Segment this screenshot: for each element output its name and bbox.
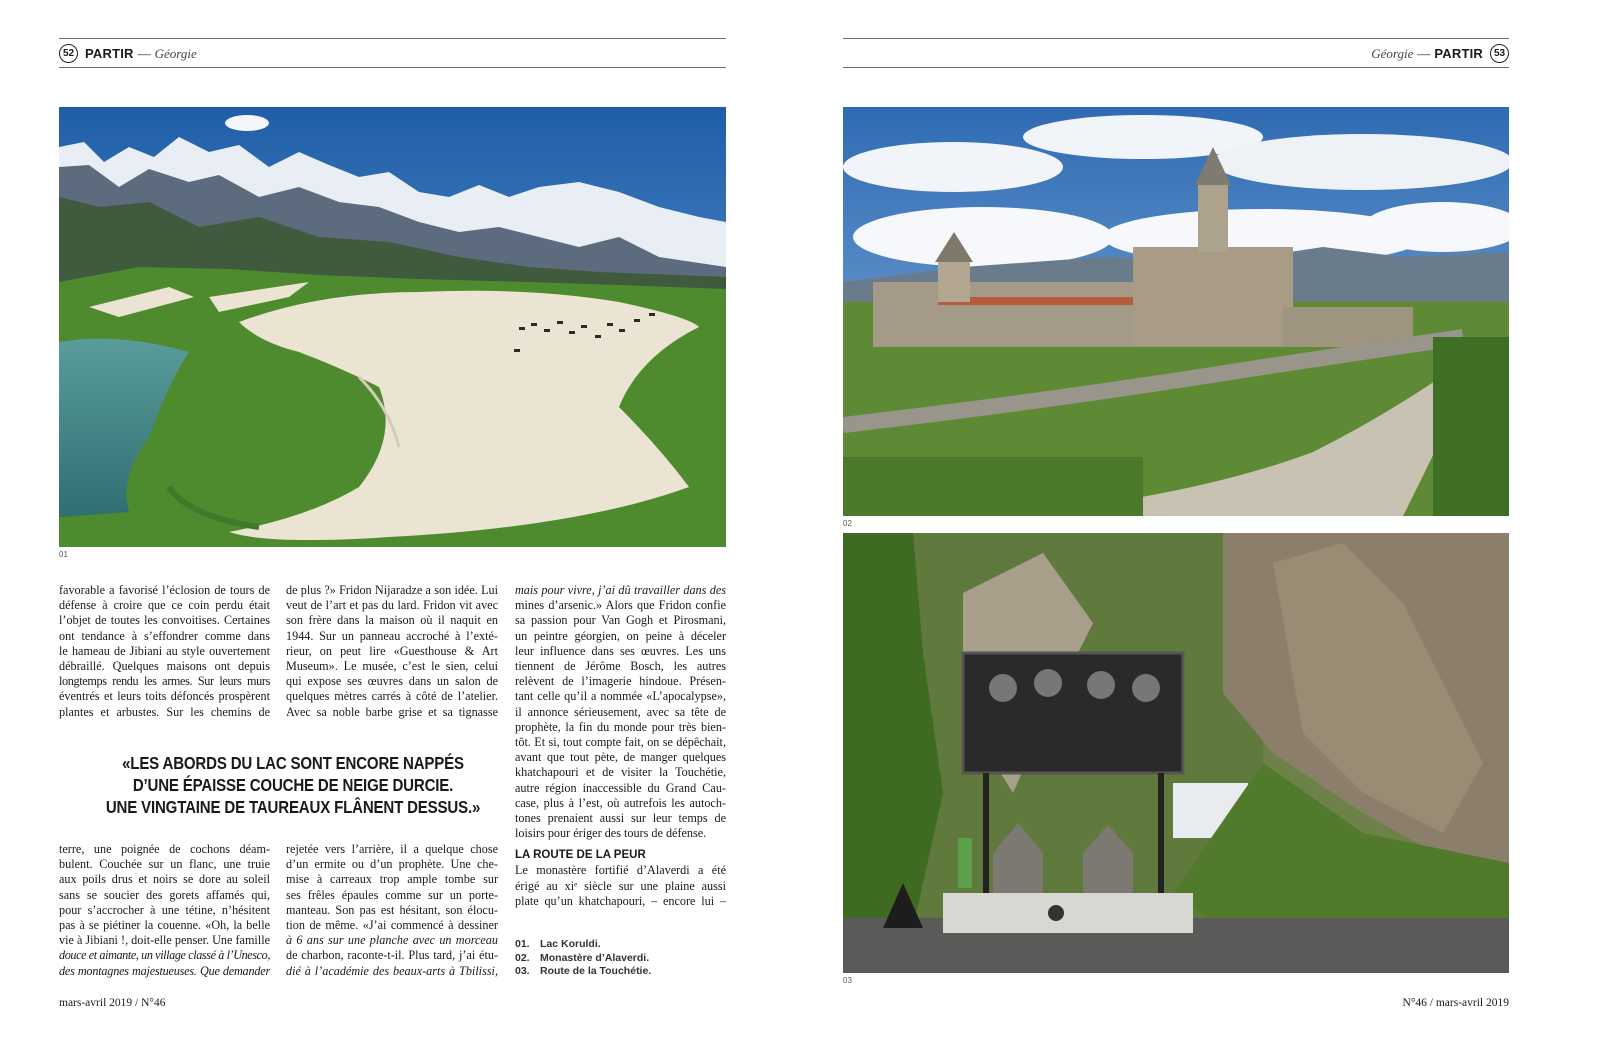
header-separator-right: — bbox=[1417, 45, 1431, 61]
legend-label: Lac Koruldi. bbox=[540, 938, 601, 950]
pull-quote-line: «LES ABORDS DU LAC SONT ENCORE NAPPÉS bbox=[122, 753, 464, 773]
text-line: aux poils drus et noirs se dore au soleil bbox=[59, 872, 270, 887]
country-label-left: Géorgie bbox=[154, 45, 197, 61]
footer-left: mars-avril 2019 / N°46 bbox=[59, 997, 166, 1009]
legend-item bbox=[515, 965, 651, 979]
text-line: rejetée vers l’arrière, il a quelque chose bbox=[286, 842, 498, 856]
pull-quote-line: UNE VINGTAINE DE TAUREAUX FLÂNENT DESSUS.» bbox=[105, 797, 481, 817]
text-line: tones prenaient aussi sur leur temps de bbox=[515, 811, 726, 826]
text-line: veut de l’art et pas du lard. Fridon vit avec bbox=[286, 598, 498, 613]
column-2-top bbox=[286, 583, 498, 720]
subhead-route-de-la-peur: LA ROUTE DE LA PEUR bbox=[515, 849, 646, 862]
text-line: plantes et arbustes. Sur les chemins de bbox=[59, 704, 270, 719]
header-rule-right-top bbox=[843, 38, 1509, 39]
text-line: khatchapouri et de visiter la Touchétie, bbox=[515, 765, 726, 780]
text-line: Museum». Le musée, c’est le sien, celui bbox=[286, 659, 498, 674]
pull-quote bbox=[93, 752, 494, 818]
text-line: bulent. Couchée sur un flanc, une truie bbox=[59, 857, 270, 872]
text-line: le hameau de Jibiani au style ouvertement bbox=[59, 643, 270, 658]
text-line: de charbon, raconte-t-il. Plus tard, j’ai étu- bbox=[286, 948, 498, 963]
text-line: des montagnes majestueuses. Que demander bbox=[59, 963, 270, 978]
text-line: ont tendance à s’effondrer comme dans bbox=[59, 628, 270, 643]
text-line: l’objet de toutes les convoitises. Certaines bbox=[59, 613, 270, 628]
header-rule-left-bottom bbox=[59, 67, 726, 68]
page-number-left: 52 bbox=[59, 44, 78, 63]
text-line: Le monastère fortifié d’Alaverdi a été bbox=[515, 863, 726, 878]
column-2-bottom bbox=[286, 842, 498, 979]
text-line: mais pour vivre, j’ai dû travailler dans des bbox=[515, 583, 726, 597]
legend-number: 02. bbox=[515, 951, 530, 964]
text-line: loisirs pour ériger des tours de défense. bbox=[515, 826, 707, 841]
text-line: sa passion pour Van Gogh et Pirosmani, bbox=[515, 613, 726, 628]
text-line: un peintre géorgien, on peine à déceler bbox=[515, 628, 726, 643]
text-line: de plus ?» Fridon Nijaradze a son idée. Lui bbox=[286, 583, 498, 597]
text-line: d’un ermite ou d’un prophète. Une che- bbox=[286, 857, 498, 872]
photo-lake-koruldi bbox=[59, 107, 726, 547]
text-line: longtemps rendu les armes. Sur leurs murs bbox=[59, 674, 270, 689]
text-line: il annonce sérieusement, avec sa tête de bbox=[515, 704, 726, 719]
text-line: manteau. Son pas est hésitant, son élocu- bbox=[286, 902, 498, 917]
column-1-bottom bbox=[59, 842, 270, 979]
text-line: 1944. Sur un panneau accroché à l’exté- bbox=[286, 628, 498, 643]
text-line: autre région inaccessible du Grand Cau- bbox=[515, 780, 726, 795]
legend-label: Route de la Touchétie. bbox=[540, 965, 652, 977]
text-line: pas à se piétiner la couenne. «Oh, la belle bbox=[59, 918, 270, 933]
text-line: à 6 ans sur une planche avec un morceau bbox=[286, 933, 498, 948]
text-line: quelques mètres carrés à côté de l’atelier. bbox=[286, 689, 498, 704]
text-line: prophète, la fin du monde pour très bien- bbox=[515, 719, 726, 734]
text-line: débraillé. Quelques maisons ont depuis bbox=[59, 659, 270, 674]
text-line: sans se soucier des gorets affamés qui, bbox=[59, 887, 270, 902]
text-line: rieur, on peut lire «Guesthouse & Art bbox=[286, 643, 498, 658]
legend-label: Monastère d’Alaverdi. bbox=[540, 951, 650, 964]
page-number-right: 53 bbox=[1490, 44, 1509, 63]
text-line: pour s’accrocher à une tétine, n’hésitent bbox=[59, 902, 270, 917]
footer-right: N°46 / mars-avril 2019 bbox=[1402, 997, 1509, 1009]
text-line: éventrés et leurs toits défoncés prospèrent bbox=[59, 689, 270, 704]
text-line: douce et aimante, un village classé à l’Unesco, bbox=[59, 948, 271, 963]
text-line: mines d’arsenic.» Alors que Fridon confie bbox=[515, 598, 726, 613]
text-line: relèvent de l’imagerie hindoue. Présen- bbox=[515, 674, 726, 689]
text-line: ses frêles épaules comme sur un porte- bbox=[286, 887, 498, 902]
pull-quote-line: D’UNE ÉPAISSE COUCHE DE NEIGE DURCIE. bbox=[132, 775, 454, 795]
text-line: vie à Jibiani !, doit-elle penser. Une famille bbox=[59, 933, 270, 948]
section-label-right: PARTIR bbox=[1434, 45, 1483, 61]
photo-legend bbox=[515, 938, 651, 979]
text-line: Avec sa noble barbe grise et sa tignasse bbox=[286, 704, 498, 719]
photo-alaverdi-monastery bbox=[843, 107, 1509, 516]
text-line: défense à croire que ce coin perdu était bbox=[59, 598, 270, 613]
text-line: case, plus à l’est, où autrefois les autoch- bbox=[515, 795, 726, 810]
text-line: tôt. Et si, tout compte fait, on se dépêchait, bbox=[515, 735, 726, 750]
legend-number: 01. bbox=[515, 938, 530, 950]
text-line: tant celle qu’il a nommée «L’apocalypse», bbox=[515, 689, 726, 704]
header-rule-right-bottom bbox=[843, 67, 1509, 68]
text-line: tion de même. «J’ai commencé à dessiner bbox=[286, 918, 498, 933]
legend-item bbox=[515, 938, 651, 952]
text-line: mise à carreaux trop ample tombe sur bbox=[286, 872, 498, 887]
photo-caption-02: 02 bbox=[843, 519, 852, 528]
text-line: avant que tout pète, de manger quelques bbox=[515, 750, 726, 765]
column-3 bbox=[515, 583, 726, 909]
text-line: dié à l’académie des beaux-arts à Tbilissi, bbox=[286, 963, 498, 978]
photo-tusheti-road bbox=[843, 533, 1509, 973]
header-right bbox=[1371, 44, 1509, 63]
header-rule-left-top bbox=[59, 38, 726, 39]
country-label-right: Géorgie bbox=[1371, 45, 1414, 61]
text-line: qui expose ses œuvres dans un salon de bbox=[286, 674, 498, 689]
photo-caption-01: 01 bbox=[59, 550, 68, 559]
photo-caption-03: 03 bbox=[843, 976, 852, 985]
section-label-left: PARTIR bbox=[85, 45, 134, 61]
text-line: leur influence dans ses œuvres. Les uns bbox=[515, 643, 726, 658]
text-line: son frère dans la maison où il naquit en bbox=[286, 613, 498, 628]
column-1-top bbox=[59, 583, 270, 720]
legend-item bbox=[515, 952, 651, 966]
text-line: plate qu’un khatchapouri, – encore lui – bbox=[515, 893, 726, 908]
header-separator-left: — bbox=[137, 45, 151, 61]
legend-number: 03. bbox=[515, 965, 530, 977]
text-line: tiennent de Jérôme Bosch, les autres bbox=[515, 659, 726, 674]
text-line: érigé au xiᵉ siècle sur une plaine aussi bbox=[515, 878, 726, 893]
text-line: favorable a favorisé l’éclosion de tours de bbox=[59, 583, 270, 597]
text-line: terre, une poignée de cochons déam- bbox=[59, 842, 270, 856]
header-left bbox=[59, 44, 197, 63]
